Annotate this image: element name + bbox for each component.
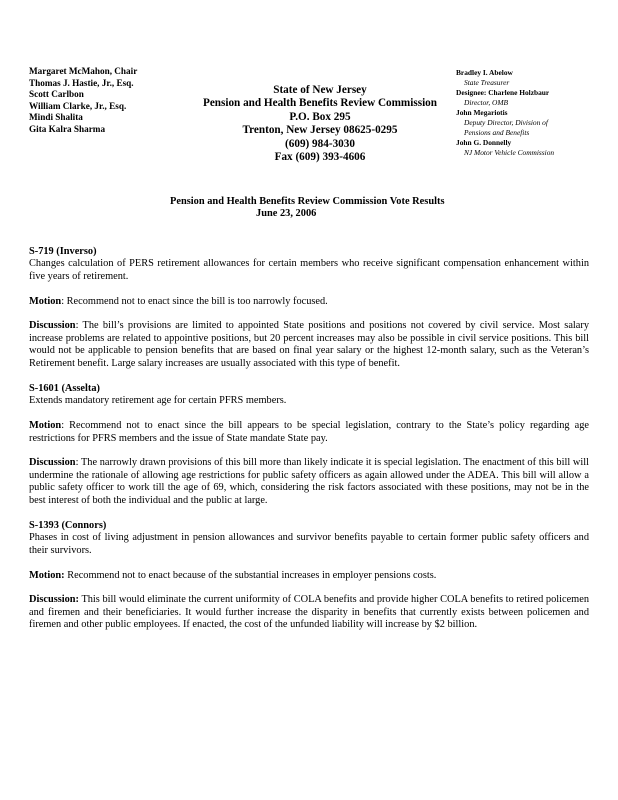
- discussion-text: : The narrowly drawn provisions of this bill more than likely indicate it is special legislation. The enactment of this bill will undermine the rationale of allowing age restrictions for public safety officers as again allowed under the ADEA. This bill will allow a public safety officer to work till the age of 69, which, considering the risk factors associated with these positions, may not be in the best interest of both the individual and the public at large.: [29, 457, 589, 506]
- document-title: [120, 196, 520, 221]
- motion-label: Motion: [29, 420, 62, 432]
- letterhead-pobox: P.O. Box 295: [289, 110, 351, 123]
- letterhead-fax: Fax (609) 393-4606: [274, 151, 366, 164]
- discussion-label: Discussion:: [29, 594, 80, 606]
- ex-officio-members: [456, 68, 554, 158]
- title-date: June 23, 2006: [256, 208, 317, 220]
- discussion-text: This bill would eliminate the current uniformity of COLA benefits and provide higher COLA benefits to retired policemen and firemen and their beneficiaries. It would further increase the disparity in benefits that currently exists between policemen and firemen and other public employees. If enacted, the cost of the unfunded liability will increase by $2 billion.: [29, 594, 589, 631]
- bill-summary: Changes calculation of PERS retirement allowances for certain members who receive significant compensation enhancement within five years of retirement.: [29, 258, 589, 282]
- bill-motion: [29, 570, 589, 582]
- letterhead: [150, 84, 490, 164]
- member-name: Margaret McMahon, Chair: [29, 66, 138, 76]
- bill-motion: [29, 420, 589, 445]
- discussion-text: : The bill’s provisions are limited to appointed State positions and positions not covered by civil service. Most salary increase problems are related to appointive positions, but 20 percent increases may also be possible in civil service positions. This bill would not be applicable to pension benefits that are based on final year salary or the highest 12-month salary, such as the Veteran’s Retirement benefit. Large salary increases are usually associated with this type of benefit.: [29, 320, 589, 369]
- discussion-label: Discussion: [29, 320, 76, 332]
- motion-text: : Recommend not to enact since the bill appears to be special legislation, contrary to the State’s policy regarding age restrictions for PFRS members and the issue of State mandate State pay.: [29, 420, 589, 444]
- commission-members: [29, 66, 137, 136]
- bill-title: S-719 (Inverso): [29, 246, 97, 257]
- official-title: Director, OMB: [464, 98, 509, 107]
- bill-title: S-1393 (Connors): [29, 520, 107, 532]
- bill-section: [29, 246, 589, 370]
- letterhead-state: State of New Jersey: [273, 84, 367, 96]
- bill-discussion: [29, 594, 589, 631]
- official-title: Deputy Director, Division of: [464, 118, 548, 127]
- member-name: Mindi Shalita: [29, 112, 83, 123]
- official-name: John G. Donnelly: [456, 138, 512, 147]
- document-body: [29, 246, 589, 632]
- bill-section: [29, 383, 589, 507]
- bill-discussion: [29, 457, 589, 507]
- member-name: William Clarke, Jr., Esq.: [29, 100, 127, 111]
- official-name: Designee: Charlene Holzbaur: [456, 88, 550, 97]
- motion-label: Motion:: [29, 569, 65, 581]
- bill-summary: Extends mandatory retirement age for certain PFRS members.: [29, 395, 287, 407]
- bill-motion: [29, 296, 589, 308]
- member-name: Thomas J. Hastie, Jr., Esq.: [29, 77, 134, 88]
- discussion-label: Discussion: [29, 457, 76, 469]
- official-name: John Megariotis: [456, 108, 508, 117]
- bill-summary: Phases in cost of living adjustment in pension allowances and survivor benefits payable to certain former public safety officers and their survivors.: [29, 532, 589, 556]
- member-name: Gita Kalra Sharma: [29, 123, 106, 134]
- official-title: State Treasurer: [464, 78, 510, 87]
- official-title: Pensions and Benefits: [464, 128, 530, 137]
- official-name: Bradley I. Abelow: [456, 68, 513, 77]
- bill-discussion: [29, 320, 589, 370]
- bill-title: S-1601 (Asselta): [29, 383, 100, 395]
- member-name: Scott Carlbon: [29, 89, 84, 100]
- bill-section: [29, 520, 589, 632]
- motion-label: Motion: [29, 295, 62, 307]
- letterhead-commission: Pension and Health Benefits Review Commission: [202, 97, 437, 110]
- official-title: NJ Motor Vehicle Commission: [464, 148, 555, 157]
- letterhead-phone: (609) 984-3030: [285, 137, 355, 150]
- letterhead-city: Trenton, New Jersey 08625-0295: [242, 124, 398, 137]
- title-heading: Pension and Health Benefits Review Commission Vote Results: [170, 196, 445, 207]
- motion-text: Recommend not to enact because of the substantial increases in employer pensions costs.: [64, 569, 437, 581]
- motion-text: : Recommend not to enact since the bill is too narrowly focused.: [61, 295, 328, 307]
